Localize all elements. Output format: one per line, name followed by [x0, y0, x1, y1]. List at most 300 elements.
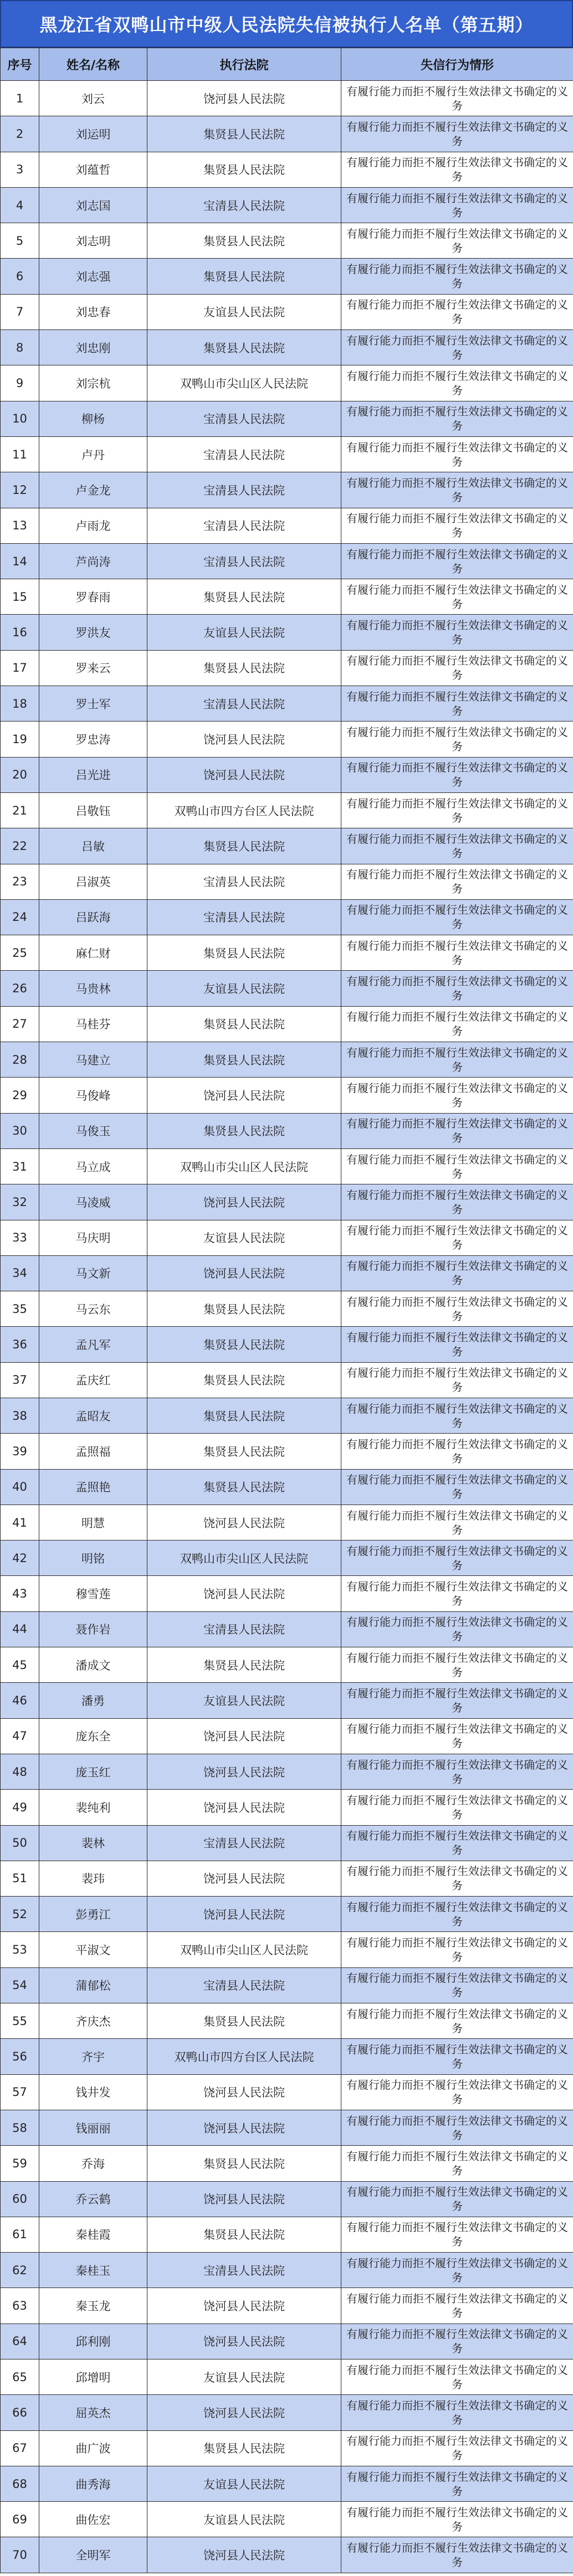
table-row	[1, 828, 573, 864]
cell-act: 有履行能力而拒不履行生效法律文书确定的义务	[341, 1398, 573, 1433]
cell-no: 46	[1, 1683, 39, 1718]
table-row	[1, 1541, 573, 1576]
cell-name: 裴林	[39, 1825, 147, 1861]
table-row	[1, 2074, 573, 2110]
cell-court: 集贤县人民法院	[147, 1362, 341, 1398]
cell-court: 集贤县人民法院	[147, 2217, 341, 2252]
cell-court: 友谊县人民法院	[147, 971, 341, 1006]
cell-court: 饶河县人民法院	[147, 2537, 341, 2573]
cell-name: 全明军	[39, 2537, 147, 2573]
cell-no: 32	[1, 1184, 39, 1220]
cell-name: 屈英杰	[39, 2395, 147, 2430]
cell-act: 有履行能力而拒不履行生效法律文书确定的义务	[341, 2323, 573, 2359]
table-row	[1, 1683, 573, 1718]
table-row	[1, 1576, 573, 1611]
cell-act: 有履行能力而拒不履行生效法律文书确定的义务	[341, 436, 573, 472]
table-row	[1, 2430, 573, 2466]
cell-act: 有履行能力而拒不履行生效法律文书确定的义务	[341, 828, 573, 864]
cell-name: 卢丹	[39, 436, 147, 472]
cell-court: 饶河县人民法院	[147, 1505, 341, 1540]
table-row	[1, 722, 573, 757]
cell-court: 饶河县人民法院	[147, 1184, 341, 1220]
cell-name: 邱增明	[39, 2359, 147, 2395]
table-row	[1, 1647, 573, 1683]
cell-court: 宝清县人民法院	[147, 1967, 341, 2003]
cell-act: 有履行能力而拒不履行生效法律文书确定的义务	[341, 1825, 573, 1861]
cell-act: 有履行能力而拒不履行生效法律文书确定的义务	[341, 1184, 573, 1220]
cell-name: 裴纯利	[39, 1790, 147, 1825]
cell-act: 有履行能力而拒不履行生效法律文书确定的义务	[341, 971, 573, 1006]
cell-no: 33	[1, 1220, 39, 1255]
table-row	[1, 2466, 573, 2501]
table-row	[1, 1932, 573, 1967]
cell-act: 有履行能力而拒不履行生效法律文书确定的义务	[341, 792, 573, 828]
cell-court: 宝清县人民法院	[147, 2253, 341, 2288]
table-row	[1, 1184, 573, 1220]
cell-name: 刘忠春	[39, 294, 147, 329]
cell-name: 刘志国	[39, 187, 147, 223]
cell-act: 有履行能力而拒不履行生效法律文书确定的义务	[341, 2074, 573, 2110]
cell-no: 48	[1, 1754, 39, 1789]
cell-act: 有履行能力而拒不履行生效法律文书确定的义务	[341, 1611, 573, 1647]
cell-act: 有履行能力而拒不履行生效法律文书确定的义务	[341, 1220, 573, 1255]
cell-court: 集贤县人民法院	[147, 1434, 341, 1469]
cell-act: 有履行能力而拒不履行生效法律文书确定的义务	[341, 864, 573, 899]
cell-court: 饶河县人民法院	[147, 1790, 341, 1825]
cell-name: 曲广波	[39, 2430, 147, 2466]
cell-name: 邱利刚	[39, 2323, 147, 2359]
table-row	[1, 2146, 573, 2181]
cell-name: 罗洪友	[39, 615, 147, 650]
cell-name: 卢金龙	[39, 472, 147, 508]
table-row	[1, 2359, 573, 2395]
cell-name: 麻仁财	[39, 935, 147, 971]
cell-name: 乔云鹤	[39, 2181, 147, 2217]
cell-act: 有履行能力而拒不履行生效法律文书确定的义务	[341, 757, 573, 792]
cell-name: 曲秀海	[39, 2466, 147, 2501]
cell-court: 饶河县人民法院	[147, 1718, 341, 1754]
cell-name: 吕跃海	[39, 899, 147, 935]
cell-name: 马云东	[39, 1291, 147, 1327]
cell-act: 有履行能力而拒不履行生效法律文书确定的义务	[341, 1113, 573, 1148]
table-row	[1, 330, 573, 365]
cell-court: 集贤县人民法院	[147, 2003, 341, 2039]
cell-name: 明慧	[39, 1505, 147, 1540]
table-row	[1, 116, 573, 152]
cell-court: 宝清县人民法院	[147, 543, 341, 579]
cell-court: 友谊县人民法院	[147, 2359, 341, 2395]
cell-no: 53	[1, 1932, 39, 1967]
cell-no: 2	[1, 116, 39, 152]
cell-act: 有履行能力而拒不履行生效法律文书确定的义务	[341, 722, 573, 757]
cell-name: 卢雨龙	[39, 508, 147, 543]
cell-act: 有履行能力而拒不履行生效法律文书确定的义务	[341, 1683, 573, 1718]
cell-no: 62	[1, 2253, 39, 2288]
table-row	[1, 1255, 573, 1291]
cell-act: 有履行能力而拒不履行生效法律文书确定的义务	[341, 1434, 573, 1469]
cell-name: 刘志强	[39, 259, 147, 294]
cell-court: 宝清县人民法院	[147, 1611, 341, 1647]
cell-court: 饶河县人民法院	[147, 2395, 341, 2430]
cell-name: 齐庆杰	[39, 2003, 147, 2039]
cell-court: 饶河县人民法院	[147, 1897, 341, 1932]
cell-no: 27	[1, 1006, 39, 1042]
cell-act: 有履行能力而拒不履行生效法律文书确定的义务	[341, 1541, 573, 1576]
cell-name: 马庆明	[39, 1220, 147, 1255]
cell-name: 马俊玉	[39, 1113, 147, 1148]
cell-name: 秦桂霞	[39, 2217, 147, 2252]
cell-court: 饶河县人民法院	[147, 2323, 341, 2359]
cell-act: 有履行能力而拒不履行生效法律文书确定的义务	[341, 2003, 573, 2039]
cell-no: 23	[1, 864, 39, 899]
cell-court: 饶河县人民法院	[147, 81, 341, 116]
cell-court: 集贤县人民法院	[147, 152, 341, 187]
cell-act: 有履行能力而拒不履行生效法律文书确定的义务	[341, 615, 573, 650]
table-row	[1, 2039, 573, 2074]
table-row	[1, 971, 573, 1006]
cell-name: 马俊峰	[39, 1078, 147, 1113]
table-body	[1, 81, 573, 2573]
cell-name: 马建立	[39, 1042, 147, 1078]
cell-court: 双鸭山市尖山区人民法院	[147, 365, 341, 401]
table-row	[1, 259, 573, 294]
cell-name: 吕敏	[39, 828, 147, 864]
cell-court: 集贤县人民法院	[147, 935, 341, 971]
table-row	[1, 1362, 573, 1398]
cell-name: 罗忠涛	[39, 722, 147, 757]
cell-no: 15	[1, 579, 39, 615]
cell-act: 有履行能力而拒不履行生效法律文书确定的义务	[341, 579, 573, 615]
cell-no: 14	[1, 543, 39, 579]
cell-act: 有履行能力而拒不履行生效法律文书确定的义务	[341, 223, 573, 259]
table-row	[1, 1042, 573, 1078]
table-row	[1, 899, 573, 935]
cell-court: 饶河县人民法院	[147, 2288, 341, 2323]
table-row	[1, 650, 573, 686]
cell-act: 有履行能力而拒不履行生效法律文书确定的义务	[341, 116, 573, 152]
page-title: 黑龙江省双鸭山市中级人民法院失信被执行人名单（第五期）	[39, 14, 534, 35]
cell-no: 59	[1, 2146, 39, 2181]
cell-no: 6	[1, 259, 39, 294]
cell-no: 22	[1, 828, 39, 864]
cell-court: 集贤县人民法院	[147, 259, 341, 294]
cell-name: 孟照福	[39, 1434, 147, 1469]
cell-name: 吕光进	[39, 757, 147, 792]
cell-name: 蒲郁松	[39, 1967, 147, 2003]
cell-act: 有履行能力而拒不履行生效法律文书确定的义务	[341, 1790, 573, 1825]
cell-court: 集贤县人民法院	[147, 1398, 341, 1433]
cell-act: 有履行能力而拒不履行生效法律文书确定的义务	[341, 1967, 573, 2003]
cell-name: 钱丽丽	[39, 2110, 147, 2145]
cell-no: 3	[1, 152, 39, 187]
cell-name: 柳杨	[39, 401, 147, 436]
cell-name: 刘志明	[39, 223, 147, 259]
cell-no: 8	[1, 330, 39, 365]
cell-name: 吕敬钰	[39, 792, 147, 828]
cell-no: 37	[1, 1362, 39, 1398]
cell-no: 5	[1, 223, 39, 259]
cell-court: 宝清县人民法院	[147, 899, 341, 935]
cell-act: 有履行能力而拒不履行生效法律文书确定的义务	[341, 2430, 573, 2466]
cell-no: 29	[1, 1078, 39, 1113]
cell-act: 有履行能力而拒不履行生效法律文书确定的义务	[341, 1255, 573, 1291]
table-row	[1, 1861, 573, 1896]
cell-no: 63	[1, 2288, 39, 2323]
cell-court: 集贤县人民法院	[147, 1647, 341, 1683]
cell-name: 潘成文	[39, 1647, 147, 1683]
table-row	[1, 686, 573, 722]
cell-act: 有履行能力而拒不履行生效法律文书确定的义务	[341, 1647, 573, 1683]
cell-name: 庞玉红	[39, 1754, 147, 1789]
cell-no: 35	[1, 1291, 39, 1327]
cell-act: 有履行能力而拒不履行生效法律文书确定的义务	[341, 1754, 573, 1789]
cell-act: 有履行能力而拒不履行生效法律文书确定的义务	[341, 2466, 573, 2501]
cell-no: 30	[1, 1113, 39, 1148]
header-act: 失信行为情形	[341, 48, 573, 81]
cell-act: 有履行能力而拒不履行生效法律文书确定的义务	[341, 1469, 573, 1505]
table-row	[1, 1469, 573, 1505]
cell-name: 聂作岩	[39, 1611, 147, 1647]
table-row	[1, 1825, 573, 1861]
cell-court: 饶河县人民法院	[147, 1078, 341, 1113]
cell-act: 有履行能力而拒不履行生效法律文书确定的义务	[341, 187, 573, 223]
table-row	[1, 1505, 573, 1540]
table-row	[1, 472, 573, 508]
cell-name: 乔海	[39, 2146, 147, 2181]
table-row	[1, 401, 573, 436]
cell-court: 饶河县人民法院	[147, 1576, 341, 1611]
cell-act: 有履行能力而拒不履行生效法律文书确定的义务	[341, 152, 573, 187]
cell-no: 1	[1, 81, 39, 116]
cell-act: 有履行能力而拒不履行生效法律文书确定的义务	[341, 1861, 573, 1896]
table-row	[1, 1006, 573, 1042]
cell-name: 孟昭友	[39, 1398, 147, 1433]
cell-no: 20	[1, 757, 39, 792]
cell-court: 宝清县人民法院	[147, 436, 341, 472]
cell-act: 有履行能力而拒不履行生效法律文书确定的义务	[341, 1897, 573, 1932]
title-bar	[0, 0, 573, 48]
cell-no: 31	[1, 1148, 39, 1184]
cell-no: 34	[1, 1255, 39, 1291]
cell-act: 有履行能力而拒不履行生效法律文书确定的义务	[341, 2110, 573, 2145]
table-row	[1, 935, 573, 971]
cell-no: 60	[1, 2181, 39, 2217]
cell-no: 41	[1, 1505, 39, 1540]
table-row	[1, 2323, 573, 2359]
cell-name: 刘蕴哲	[39, 152, 147, 187]
cell-court: 宝清县人民法院	[147, 472, 341, 508]
cell-court: 集贤县人民法院	[147, 1113, 341, 1148]
header-name: 姓名/名称	[39, 48, 147, 81]
cell-court: 友谊县人民法院	[147, 294, 341, 329]
table-row	[1, 187, 573, 223]
cell-court: 集贤县人民法院	[147, 1006, 341, 1042]
cell-court: 集贤县人民法院	[147, 650, 341, 686]
cell-no: 49	[1, 1790, 39, 1825]
cell-court: 双鸭山市四方台区人民法院	[147, 792, 341, 828]
cell-court: 友谊县人民法院	[147, 1220, 341, 1255]
cell-act: 有履行能力而拒不履行生效法律文书确定的义务	[341, 935, 573, 971]
cell-name: 庞东全	[39, 1718, 147, 1754]
cell-name: 潘勇	[39, 1683, 147, 1718]
cell-act: 有履行能力而拒不履行生效法律文书确定的义务	[341, 294, 573, 329]
cell-act: 有履行能力而拒不履行生效法律文书确定的义务	[341, 365, 573, 401]
cell-court: 饶河县人民法院	[147, 2181, 341, 2217]
cell-act: 有履行能力而拒不履行生效法律文书确定的义务	[341, 2537, 573, 2573]
cell-court: 集贤县人民法院	[147, 223, 341, 259]
table-row	[1, 2395, 573, 2430]
table-row	[1, 2502, 573, 2537]
table-row	[1, 2217, 573, 2252]
cell-act: 有履行能力而拒不履行生效法律文书确定的义务	[341, 1291, 573, 1327]
cell-no: 55	[1, 2003, 39, 2039]
cell-no: 69	[1, 2502, 39, 2537]
table-row	[1, 1220, 573, 1255]
cell-name: 罗士军	[39, 686, 147, 722]
cell-name: 秦桂玉	[39, 2253, 147, 2288]
table-row	[1, 2110, 573, 2145]
table-row	[1, 757, 573, 792]
table-row	[1, 615, 573, 650]
cell-act: 有履行能力而拒不履行生效法律文书确定的义务	[341, 1042, 573, 1078]
cell-no: 44	[1, 1611, 39, 1647]
cell-no: 68	[1, 2466, 39, 2501]
cell-court: 饶河县人民法院	[147, 1754, 341, 1789]
cell-name: 明铭	[39, 1541, 147, 1576]
table-row	[1, 792, 573, 828]
cell-no: 43	[1, 1576, 39, 1611]
table-row	[1, 294, 573, 329]
cell-act: 有履行能力而拒不履行生效法律文书确定的义务	[341, 330, 573, 365]
table-row	[1, 365, 573, 401]
table-row	[1, 1148, 573, 1184]
cell-no: 50	[1, 1825, 39, 1861]
cell-no: 19	[1, 722, 39, 757]
cell-no: 52	[1, 1897, 39, 1932]
cell-no: 64	[1, 2323, 39, 2359]
table-row	[1, 543, 573, 579]
cell-court: 双鸭山市尖山区人民法院	[147, 1541, 341, 1576]
cell-name: 芦尚涛	[39, 543, 147, 579]
cell-name: 孟庆红	[39, 1362, 147, 1398]
cell-court: 宝清县人民法院	[147, 401, 341, 436]
cell-name: 秦玉龙	[39, 2288, 147, 2323]
table-row	[1, 1113, 573, 1148]
cell-court: 友谊县人民法院	[147, 615, 341, 650]
table-row	[1, 1718, 573, 1754]
cell-act: 有履行能力而拒不履行生效法律文书确定的义务	[341, 81, 573, 116]
cell-act: 有履行能力而拒不履行生效法律文书确定的义务	[341, 2502, 573, 2537]
cell-name: 孟照艳	[39, 1469, 147, 1505]
table-row	[1, 1327, 573, 1362]
table-row	[1, 508, 573, 543]
cell-name: 钱井发	[39, 2074, 147, 2110]
cell-no: 11	[1, 436, 39, 472]
table-row	[1, 2288, 573, 2323]
cell-no: 25	[1, 935, 39, 971]
cell-name: 马凌威	[39, 1184, 147, 1220]
cell-court: 宝清县人民法院	[147, 686, 341, 722]
cell-court: 集贤县人民法院	[147, 1291, 341, 1327]
cell-act: 有履行能力而拒不履行生效法律文书确定的义务	[341, 1148, 573, 1184]
cell-no: 47	[1, 1718, 39, 1754]
cell-name: 孟凡军	[39, 1327, 147, 1362]
cell-court: 友谊县人民法院	[147, 2502, 341, 2537]
cell-no: 58	[1, 2110, 39, 2145]
cell-no: 26	[1, 971, 39, 1006]
cell-act: 有履行能力而拒不履行生效法律文书确定的义务	[341, 2039, 573, 2074]
cell-act: 有履行能力而拒不履行生效法律文书确定的义务	[341, 650, 573, 686]
cell-court: 集贤县人民法院	[147, 1042, 341, 1078]
cell-no: 39	[1, 1434, 39, 1469]
cell-court: 双鸭山市尖山区人民法院	[147, 1148, 341, 1184]
cell-act: 有履行能力而拒不履行生效法律文书确定的义务	[341, 401, 573, 436]
cell-no: 70	[1, 2537, 39, 2573]
cell-no: 24	[1, 899, 39, 935]
cell-act: 有履行能力而拒不履行生效法律文书确定的义务	[341, 1718, 573, 1754]
table-row	[1, 1754, 573, 1789]
cell-no: 10	[1, 401, 39, 436]
cell-no: 16	[1, 615, 39, 650]
cell-name: 刘云	[39, 81, 147, 116]
cell-no: 54	[1, 1967, 39, 2003]
cell-court: 集贤县人民法院	[147, 1469, 341, 1505]
cell-court: 宝清县人民法院	[147, 187, 341, 223]
cell-court: 友谊县人民法院	[147, 2466, 341, 2501]
cell-no: 18	[1, 686, 39, 722]
cell-no: 51	[1, 1861, 39, 1896]
cell-act: 有履行能力而拒不履行生效法律文书确定的义务	[341, 686, 573, 722]
cell-no: 12	[1, 472, 39, 508]
cell-no: 7	[1, 294, 39, 329]
cell-act: 有履行能力而拒不履行生效法律文书确定的义务	[341, 1362, 573, 1398]
cell-name: 刘忠刚	[39, 330, 147, 365]
table-row	[1, 1790, 573, 1825]
cell-name: 平淑文	[39, 1932, 147, 1967]
cell-name: 马贵林	[39, 971, 147, 1006]
cell-act: 有履行能力而拒不履行生效法律文书确定的义务	[341, 508, 573, 543]
cell-no: 45	[1, 1647, 39, 1683]
cell-court: 友谊县人民法院	[147, 1683, 341, 1718]
cell-name: 穆雪莲	[39, 1576, 147, 1611]
cell-no: 66	[1, 2395, 39, 2430]
cell-no: 17	[1, 650, 39, 686]
cell-no: 36	[1, 1327, 39, 1362]
cell-court: 宝清县人民法院	[147, 508, 341, 543]
table-row	[1, 1434, 573, 1469]
cell-act: 有履行能力而拒不履行生效法律文书确定的义务	[341, 1505, 573, 1540]
cell-court: 双鸭山市四方台区人民法院	[147, 2039, 341, 2074]
cell-act: 有履行能力而拒不履行生效法律文书确定的义务	[341, 2217, 573, 2252]
cell-act: 有履行能力而拒不履行生效法律文书确定的义务	[341, 1078, 573, 1113]
table-row	[1, 152, 573, 187]
header-no: 序号	[1, 48, 39, 81]
cell-act: 有履行能力而拒不履行生效法律文书确定的义务	[341, 2253, 573, 2288]
table-row	[1, 81, 573, 116]
table-row	[1, 1967, 573, 2003]
cell-no: 56	[1, 2039, 39, 2074]
cell-name: 裴玮	[39, 1861, 147, 1896]
cell-act: 有履行能力而拒不履行生效法律文书确定的义务	[341, 543, 573, 579]
cell-court: 宝清县人民法院	[147, 1825, 341, 1861]
cell-court: 集贤县人民法院	[147, 579, 341, 615]
cell-court: 集贤县人民法院	[147, 330, 341, 365]
cell-no: 28	[1, 1042, 39, 1078]
table-row	[1, 2537, 573, 2573]
table-row	[1, 579, 573, 615]
cell-court: 集贤县人民法院	[147, 828, 341, 864]
cell-no: 61	[1, 2217, 39, 2252]
